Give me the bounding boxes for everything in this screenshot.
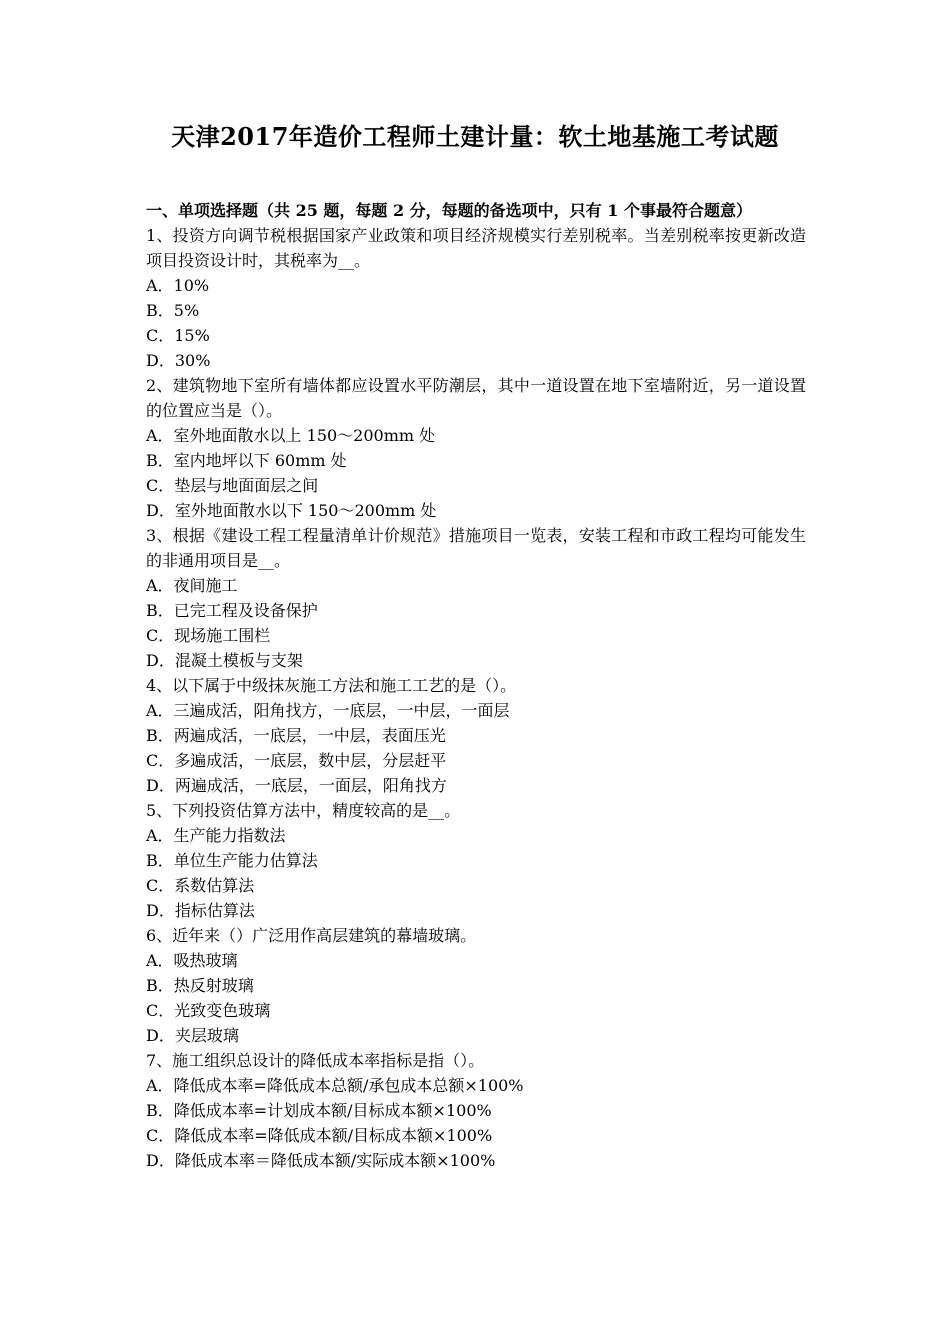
question-6 — [146, 923, 806, 1048]
option-d: D．两遍成活，一底层，一面层，阳角找方 — [146, 776, 447, 795]
option-b: B．单位生产能力估算法 — [146, 851, 318, 870]
question-1 — [146, 223, 806, 373]
question-2 — [146, 373, 806, 523]
option-c: C．降低成本率=降低成本额/目标成本额×100% — [146, 1126, 493, 1145]
section-heading: 一、单项选择题（共 25 题，每题 2 分，每题的备选项中，只有 1 个事最符合题意） — [146, 201, 752, 220]
question-stem: 2、建筑物地下室所有墙体都应设置水平防潮层，其中一道设置在地下室墙附近，另一道设置的位置应当是（）。 — [146, 376, 806, 420]
option-c: C．垫层与地面面层之间 — [146, 476, 319, 495]
option-c: C．系数估算法 — [146, 876, 255, 895]
question-stem: 4、以下属于中级抹灰施工方法和施工工艺的是（）。 — [146, 676, 517, 695]
option-b: B．室内地坪以下 60mm 处 — [146, 451, 347, 470]
option-c: C．多遍成活，一底层，数中层，分层赶平 — [146, 751, 447, 770]
option-c: C．15% — [146, 326, 210, 345]
option-b: B．两遍成活，一底层，一中层，表面压光 — [146, 726, 446, 745]
option-a: A．室外地面散水以上 150～200mm 处 — [146, 426, 436, 445]
option-a: A．吸热玻璃 — [146, 951, 238, 970]
option-d: D．混凝土模板与支架 — [146, 651, 303, 670]
option-a: A．夜间施工 — [146, 576, 238, 595]
option-b: B．降低成本率=计划成本额/目标成本额×100% — [146, 1101, 492, 1120]
option-a: A．生产能力指数法 — [146, 826, 286, 845]
option-b: B．热反射玻璃 — [146, 976, 254, 995]
question-stem: 1、投资方向调节税根据国家产业政策和项目经济规模实行差别税率。当差别税率按更新改造项目投资设计时，其税率为__。 — [146, 226, 806, 270]
option-d: D．室外地面散水以下 150～200mm 处 — [146, 501, 437, 520]
option-d: D．夹层玻璃 — [146, 1026, 239, 1045]
question-stem: 7、施工组织总设计的降低成本率指标是指（）。 — [146, 1051, 485, 1070]
option-d: D．指标估算法 — [146, 901, 255, 920]
question-7 — [146, 1048, 806, 1173]
question-3 — [146, 523, 806, 673]
option-d: D．降低成本率＝降低成本额/实际成本额×100% — [146, 1151, 496, 1170]
option-b: B．5% — [146, 301, 200, 320]
option-b: B．已完工程及设备保护 — [146, 601, 318, 620]
question-stem: 5、下列投资估算方法中，精度较高的是__。 — [146, 801, 461, 820]
option-a: A．三遍成活，阳角找方，一底层，一中层，一面层 — [146, 701, 510, 720]
question-5 — [146, 798, 806, 923]
option-d: D．30% — [146, 351, 211, 370]
option-a: A．降低成本率=降低成本总额/承包成本总额×100% — [146, 1076, 524, 1095]
question-stem: 3、根据《建设工程工程量清单计价规范》措施项目一览表，安装工程和市政工程均可能发生的非通用项目是__。 — [146, 526, 806, 570]
option-c: C．现场施工围栏 — [146, 626, 271, 645]
question-stem: 6、近年来（）广泛用作高层建筑的幕墙玻璃。 — [146, 926, 477, 945]
document-body — [146, 198, 806, 1173]
option-c: C．光致变色玻璃 — [146, 1001, 271, 1020]
document-title: 天津2017年造价工程师土建计量：软土地基施工考试题 — [171, 122, 779, 151]
question-4 — [146, 673, 806, 798]
option-a: A．10% — [146, 276, 210, 295]
